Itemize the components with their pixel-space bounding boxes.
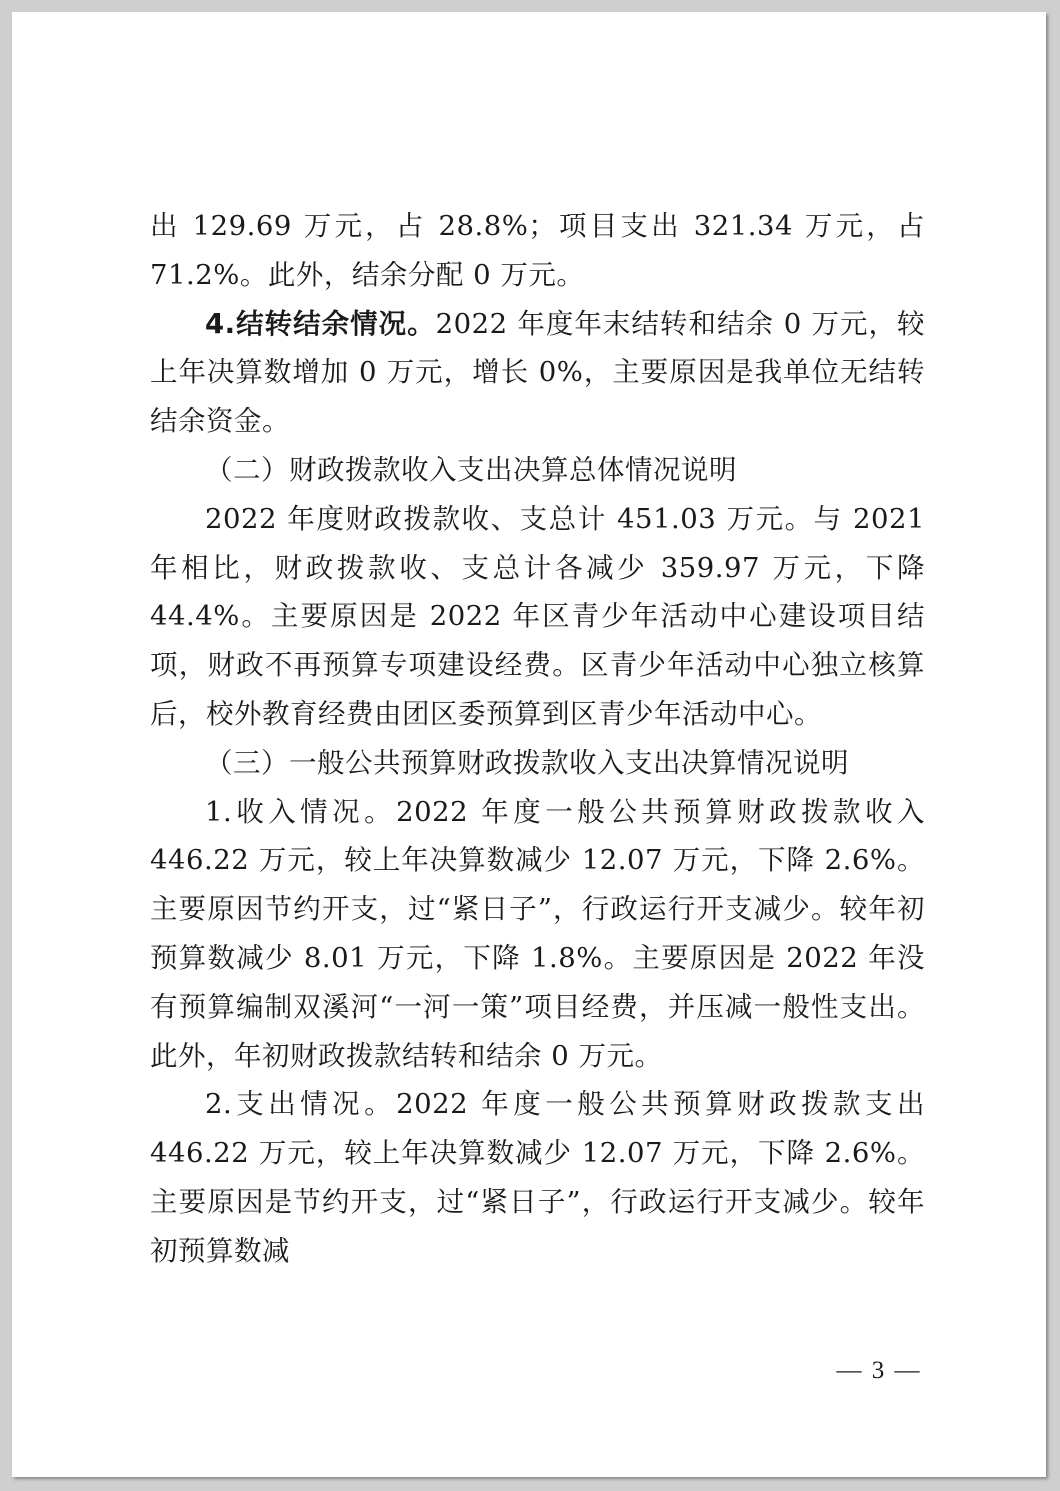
paragraph-expenditure-continued: 出 129.69 万元，占 28.8%；项目支出 321.34 万元，占 71.2%。此外，结余分配 0 万元。: [150, 210, 925, 291]
paragraph-carryover: [150, 300, 925, 446]
section-heading-fiscal-overall: （二）财政拨款收入支出决算总体情况说明: [205, 453, 737, 486]
paragraph-fiscal-overall: 2022 年度财政拨款收、支总计 451.03 万元。与 2021 年相比，财政拨款收、支总计各减少 359.97 万元，下降 44.4%。主要原因是 2022 年区青少年活动中心建设项目结项，财政不再预算专项建设经费。区青少年活动中心独立核算后，校外教育经费由团区委预算到区青少年活动中心。: [150, 502, 925, 730]
document-body: [150, 202, 925, 1276]
page-number: — 3 —: [836, 1357, 922, 1384]
paragraph-income: 1.收入情况。2022 年度一般公共预算财政拨款收入 446.22 万元，较上年决算数减少 12.07 万元，下降 2.6%。主要原因节约开支，过“紧日子”，行政运行开支减少。较年初预算数减少 8.01 万元，下降 1.8%。主要原因是 2022 年没有预算编制双溪河“一河一策”项目经费，并压减一般性支出。此外，年初财政拨款结转和结余 0 万元。: [150, 795, 925, 1072]
section-heading-general-budget: （三）一般公共预算财政拨款收入支出决算情况说明: [205, 746, 849, 779]
carryover-body: 2022 年度年末结转和结余 0 万元，较上年决算数增加 0 万元，增长 0%，主要原因是我单位无结转结余资金。: [150, 307, 925, 438]
document-page: [12, 12, 1046, 1477]
carryover-heading: 4.结转结余情况。: [205, 307, 436, 340]
paragraph-expenditure: 2.支出情况。2022 年度一般公共预算财政拨款支出 446.22 万元，较上年决算数减少 12.07 万元，下降 2.6%。主要原因是节约开支，过“紧日子”，行政运行开支减少。较年初预算数减: [150, 1088, 925, 1267]
